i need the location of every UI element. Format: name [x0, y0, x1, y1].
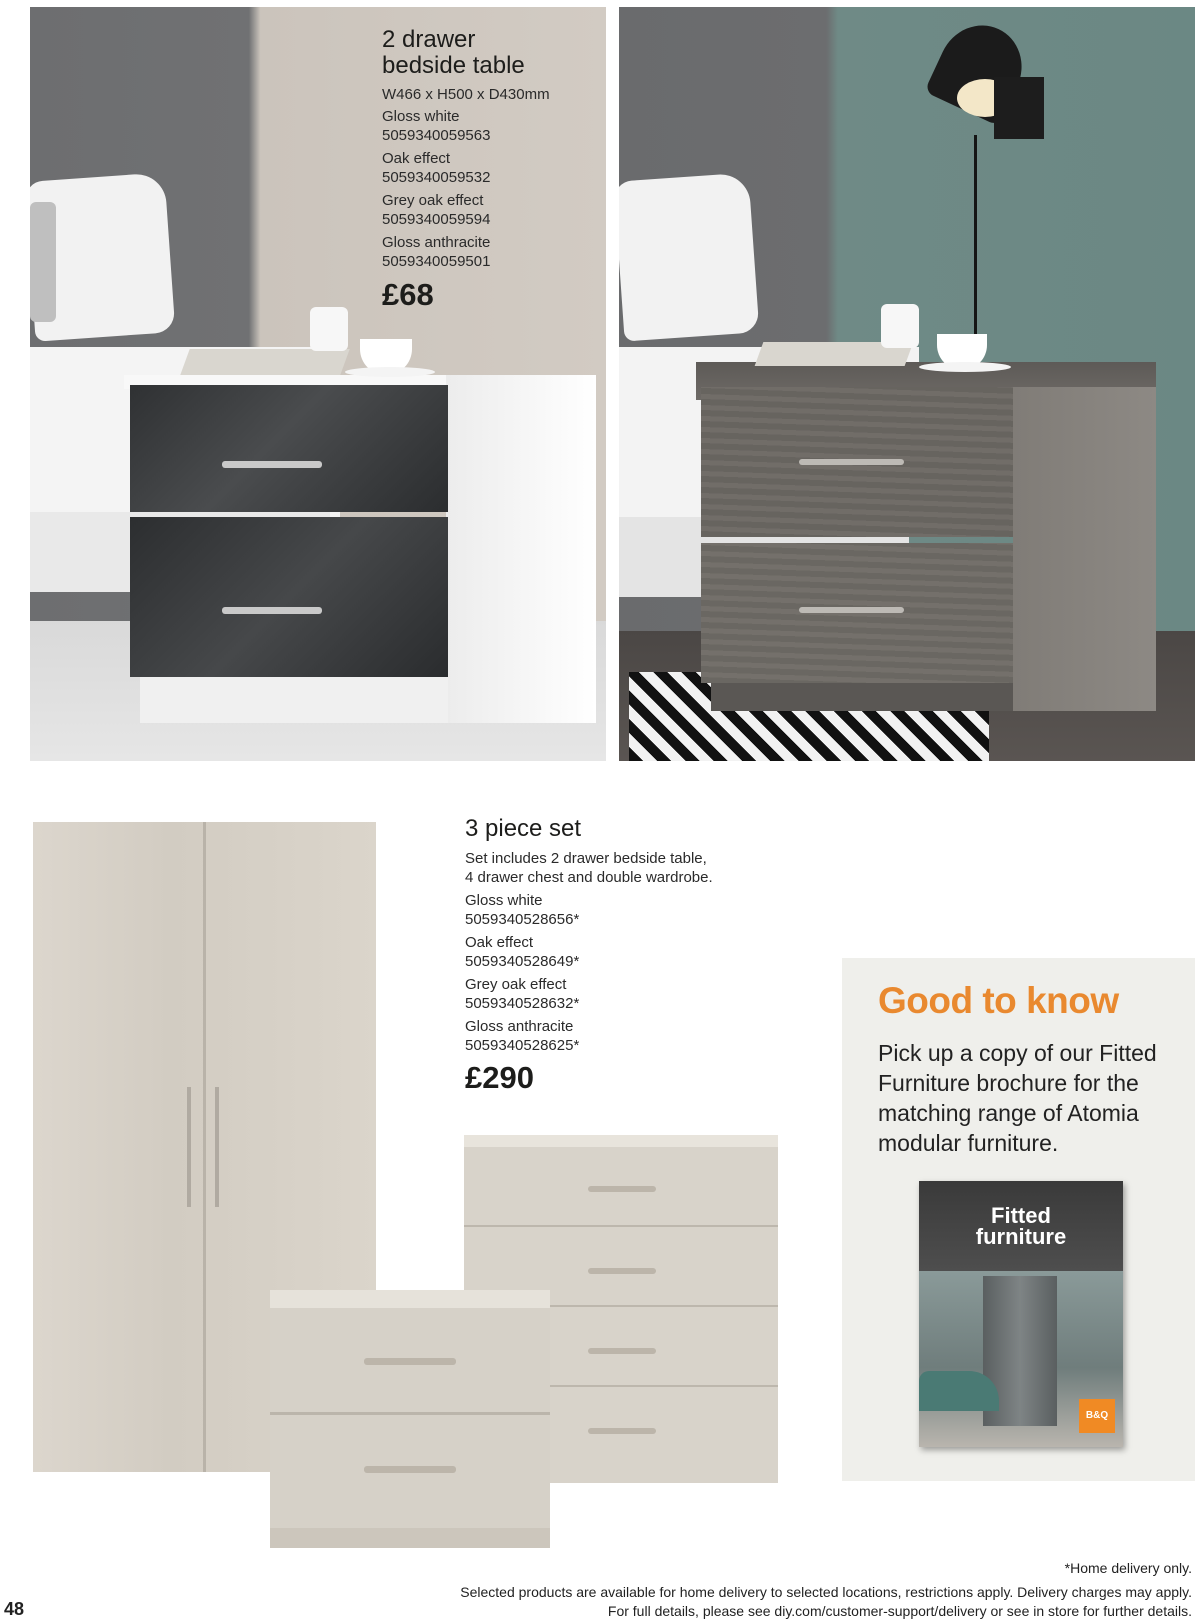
brochure-title-line2: furniture [975, 1224, 1067, 1249]
variant-name: Gloss anthracite [465, 1018, 574, 1035]
bedside-gloss-photo [30, 7, 606, 761]
drawer-handle [222, 607, 322, 614]
saucer [919, 362, 1011, 372]
wardrobe-door-split [203, 822, 206, 1472]
pillow [619, 172, 759, 341]
drawer-handle [799, 459, 904, 465]
variant-name: Grey oak effect [382, 192, 484, 209]
bedside-plinth [711, 683, 1013, 711]
bedside-grey-oak-photo [619, 7, 1195, 761]
bedside-title-line2: bedside table [382, 52, 525, 79]
bedside-side [446, 375, 596, 723]
drawer-handle [364, 1466, 456, 1473]
drawer-handle [588, 1348, 656, 1354]
bedside-dimensions: W466 x H500 x D430mm [382, 86, 550, 103]
fitted-furniture-brochure [919, 1181, 1123, 1447]
footer-note-details: For full details, please see diy.com/customer-support/delivery or see in store for further details. [607, 1603, 1192, 1619]
bedside-plinth [270, 1528, 550, 1548]
variant-name: Gloss anthracite [382, 234, 491, 251]
drawer-handle [222, 461, 322, 468]
variant-code: 5059340059563 [382, 127, 491, 144]
drawer-handle [588, 1268, 656, 1274]
good-to-know-title: Good to know [878, 980, 1119, 1021]
variant-code: 5059340059501 [382, 253, 491, 270]
pillow-grey [30, 202, 56, 322]
variant-name: Oak effect [465, 934, 534, 951]
bedside-top [270, 1290, 550, 1308]
wardrobe-handle [187, 1087, 191, 1207]
set-title: 3 piece set [465, 815, 582, 842]
set-desc-line2: 4 drawer chest and double wardrobe. [465, 869, 713, 886]
bq-logo: B&Q [1079, 1399, 1115, 1433]
wardrobe-handle [215, 1087, 219, 1207]
book [180, 349, 349, 375]
variant-code: 5059340528632* [465, 995, 580, 1012]
clock [881, 304, 919, 348]
drawer-divider [270, 1412, 550, 1415]
drawer-bottom-front [701, 543, 1013, 683]
clock [310, 307, 348, 351]
bedside-table-oak [270, 1290, 550, 1548]
variant-name: Gloss white [382, 108, 460, 125]
saucer [345, 367, 435, 377]
good-to-know-body: Pick up a copy of our Fitted Furniture brochure for the matching range of Atomia modular furniture. [878, 1040, 1157, 1156]
variant-name: Gloss white [465, 892, 543, 909]
drawer-handle [588, 1428, 656, 1434]
bedside-plinth [140, 677, 448, 723]
chest-top [464, 1135, 778, 1147]
brochure-title-line1: Fitted [991, 1203, 1051, 1228]
variant-code: 5059340528656* [465, 911, 580, 928]
set-desc-line1: Set includes 2 drawer bedside table, [465, 850, 707, 867]
variant-code: 5059340528649* [465, 953, 580, 970]
drawer-handle [364, 1358, 456, 1365]
footer-note-home-delivery: *Home delivery only. [1064, 1560, 1192, 1576]
drawer-divider [464, 1225, 778, 1227]
lamp-cable [974, 135, 977, 355]
drawer-handle [588, 1186, 656, 1192]
bedside-side [1013, 387, 1156, 711]
variant-name: Oak effect [382, 150, 451, 167]
page-number: 48 [4, 1599, 25, 1619]
set-price: £290 [465, 1060, 534, 1095]
footer-note-delivery: Selected products are available for home delivery to selected locations, restrictions apply. Delivery charges may apply. [460, 1584, 1192, 1600]
drawer-bottom-front [130, 517, 448, 677]
bedside-title-line1: 2 drawer [382, 26, 476, 53]
drawer-top-front [130, 385, 448, 512]
lamp-mount [994, 77, 1044, 139]
brochure-bed [919, 1371, 999, 1411]
bedside-price: £68 [382, 277, 434, 312]
variant-code: 5059340059532 [382, 169, 491, 186]
variant-code: 5059340059594 [382, 211, 491, 228]
variant-name: Grey oak effect [465, 976, 567, 993]
variant-code: 5059340528625* [465, 1037, 580, 1054]
drawer-handle [799, 607, 904, 613]
